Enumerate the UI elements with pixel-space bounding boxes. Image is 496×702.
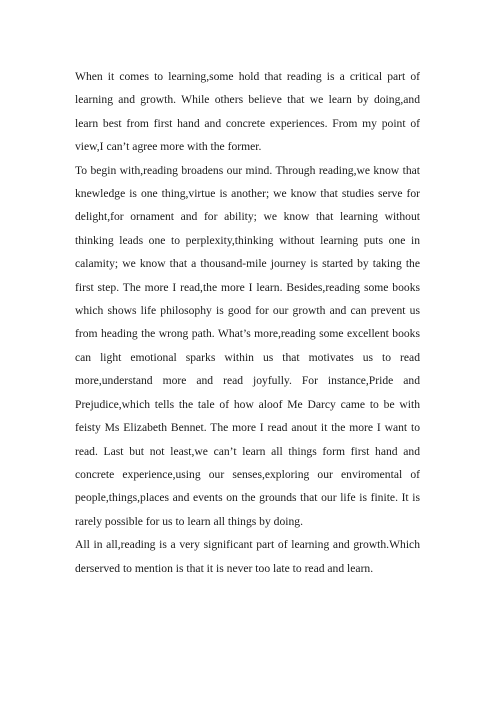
paragraph-intro: When it comes to learning,some hold that reading is a critical part of learning and growth. While others believe that we learn by doing,and learn best from first hand and concrete experiences. From my point of view,I can’t agree more with the former. [75, 70, 420, 154]
essay-body [75, 65, 420, 580]
paragraph-conclusion: All in all,reading is a very significant part of learning and growth.Which derserved to mention is that it is never too late to read and learn. [75, 538, 420, 575]
paragraph-body: To begin with,reading broadens our mind. Through reading,we know that knewledge is one thing,virtue is another; we know that studies serve for delight,for ornament and for ability; we know that learning without thinking leads one to perplexity,thinking without learning puts one in calamity; we know that a thousand-mile journey is started by taking the first step. The more I read,the more I learn. Besides,reading some books which shows life philosophy is good for our growth and can prevent us from heading the wrong path. What’s more,reading some excellent books can light emotional sparks within us that motivates us to read more,understand more and read joyfully. For instance,Pride and Prejudice,which tells the tale of how aloof Me Darcy came to be with feisty Ms Elizabeth Bennet. The more I read anout it the more I want to read. Last but not least,we can’t learn all things form first hand and concrete experience,using our senses,exploring our enviromental of people,things,places and events on the grounds that our life is finite. It is rarely possible for us to learn all things by doing. [75, 163, 420, 528]
